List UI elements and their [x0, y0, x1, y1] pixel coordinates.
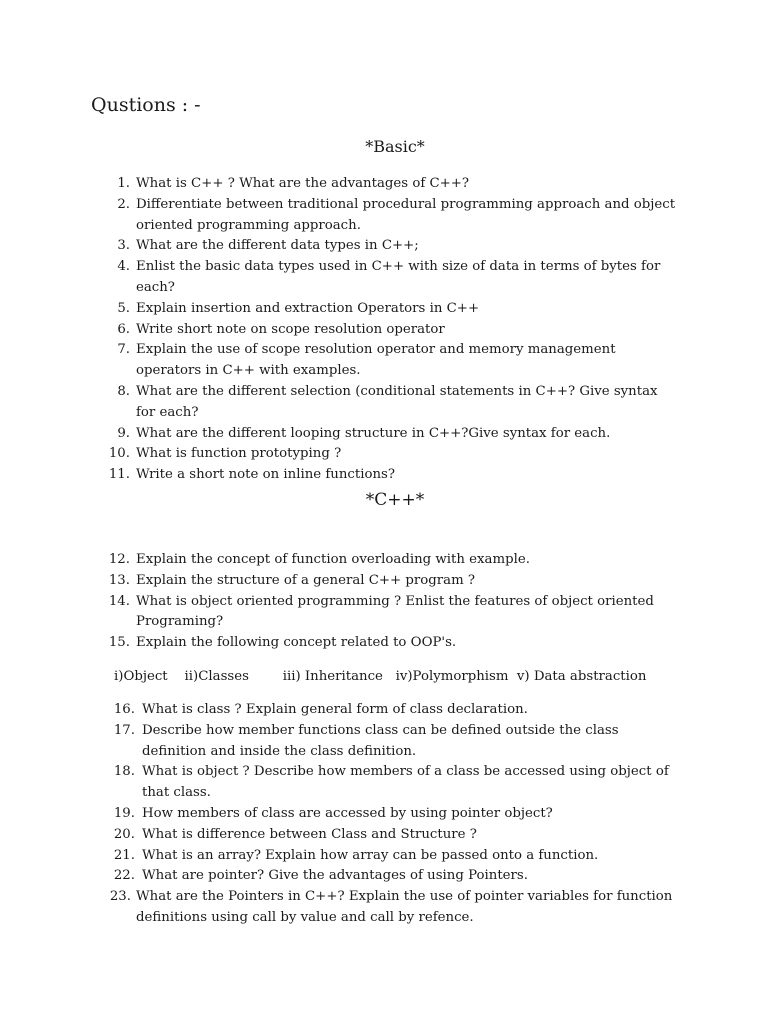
- item-number: 18.: [113, 764, 135, 780]
- item-number: 11.: [108, 467, 130, 483]
- item-number: 8.: [117, 383, 130, 399]
- list-item: [0, 444, 768, 465]
- item-text: What are the different data types in C++;: [136, 238, 419, 254]
- list-item: [0, 804, 768, 825]
- list-item: [0, 571, 768, 592]
- item-number: 16.: [113, 702, 135, 717]
- oop-concepts-line: i)Object ii)Classes iii) Inheritance iv)Polymorphism v) Data abstraction: [114, 669, 647, 684]
- list-item: [0, 721, 768, 763]
- list-item: [0, 320, 768, 341]
- list-item: [0, 465, 768, 486]
- item-number: 5.: [117, 300, 130, 316]
- item-number: 9.: [117, 425, 130, 441]
- item-number: 2.: [117, 196, 130, 212]
- item-text: What are pointer? Give the advantages of using Pointers.: [142, 868, 528, 884]
- item-number: 13.: [108, 572, 130, 588]
- list-item: [0, 762, 768, 804]
- basic-questions-list: [0, 174, 768, 486]
- item-text: Enlist the basic data types used in C++ with size of data in terms of bytes for each?: [136, 259, 661, 295]
- list-item: [0, 846, 768, 867]
- item-text: What is object ? Describe how members of a class be accessed using object of that class.: [142, 764, 669, 801]
- item-number: 23.: [109, 889, 131, 905]
- item-text: What is function prototyping ?: [136, 446, 342, 462]
- list-item: [0, 195, 768, 237]
- list-item: [0, 424, 768, 445]
- cpp-questions-list-a: [0, 550, 768, 654]
- item-text: What is C++ ? What are the advantages of C++?: [136, 176, 470, 191]
- list-item: [0, 887, 768, 929]
- list-item: [0, 700, 768, 721]
- item-text: What are the different looping structure in C++?Give syntax for each.: [136, 425, 611, 441]
- item-number: 4.: [117, 259, 130, 275]
- item-number: 21.: [113, 847, 135, 863]
- list-item: [0, 340, 768, 382]
- list-item: [0, 299, 768, 320]
- item-text: Write a short note on inline functions?: [136, 467, 395, 483]
- item-text: Explain the concept of function overloading with example.: [136, 552, 530, 567]
- item-text: Write short note on scope resolution operator: [136, 321, 445, 337]
- item-text: Explain insertion and extraction Operators in C++: [136, 300, 480, 316]
- item-number: 3.: [117, 238, 130, 254]
- item-text: Differentiate between traditional procedural programming approach and object oriented programming approach.: [136, 196, 676, 233]
- item-number: 20.: [113, 826, 135, 842]
- list-item: [0, 236, 768, 257]
- cpp-questions-list-b: [0, 700, 768, 929]
- item-text: Describe how member functions class can be defined outside the class definition and inside the class definition.: [142, 722, 619, 759]
- item-number: 14.: [108, 593, 130, 609]
- item-number: 6.: [117, 321, 130, 337]
- item-text: What are the Pointers in C++? Explain the use of pointer variables for function definitions using call by value and call by refence.: [136, 889, 673, 925]
- item-number: 10.: [108, 446, 130, 462]
- list-item: [0, 174, 768, 195]
- list-item: [0, 550, 768, 571]
- list-item: [0, 633, 768, 654]
- item-text: What is difference between Class and Structure ?: [142, 826, 477, 842]
- list-item: [0, 866, 768, 887]
- item-number: 12.: [108, 552, 130, 567]
- section-heading-basic: *Basic*: [365, 137, 425, 156]
- list-item: [0, 825, 768, 846]
- item-number: 22.: [113, 868, 135, 884]
- page-title: Qustions : -: [91, 94, 201, 116]
- item-text: Explain the following concept related to OOP's.: [136, 635, 457, 651]
- item-number: 15.: [108, 635, 130, 651]
- list-item: [0, 382, 768, 424]
- item-number: 7.: [117, 342, 130, 358]
- item-text: What are the different selection (conditional statements in C++? Give syntax for each?: [136, 383, 658, 420]
- section-heading-cpp: *C++*: [365, 490, 425, 510]
- item-text: What is class ? Explain general form of class declaration.: [142, 702, 528, 717]
- item-number: 17.: [113, 722, 135, 738]
- list-item: [0, 257, 768, 299]
- item-text: How members of class are accessed by using pointer object?: [142, 805, 553, 821]
- list-item: [0, 592, 768, 634]
- item-text: What is an array? Explain how array can be passed onto a function.: [142, 847, 599, 863]
- item-text: Explain the use of scope resolution operator and memory management operators in C++ with examples.: [136, 342, 616, 379]
- item-text: Explain the structure of a general C++ program ?: [136, 572, 476, 588]
- item-text: What is object oriented programming ? Enlist the features of object oriented Programing?: [136, 593, 654, 630]
- item-number: 1.: [117, 176, 130, 191]
- item-number: 19.: [113, 805, 135, 821]
